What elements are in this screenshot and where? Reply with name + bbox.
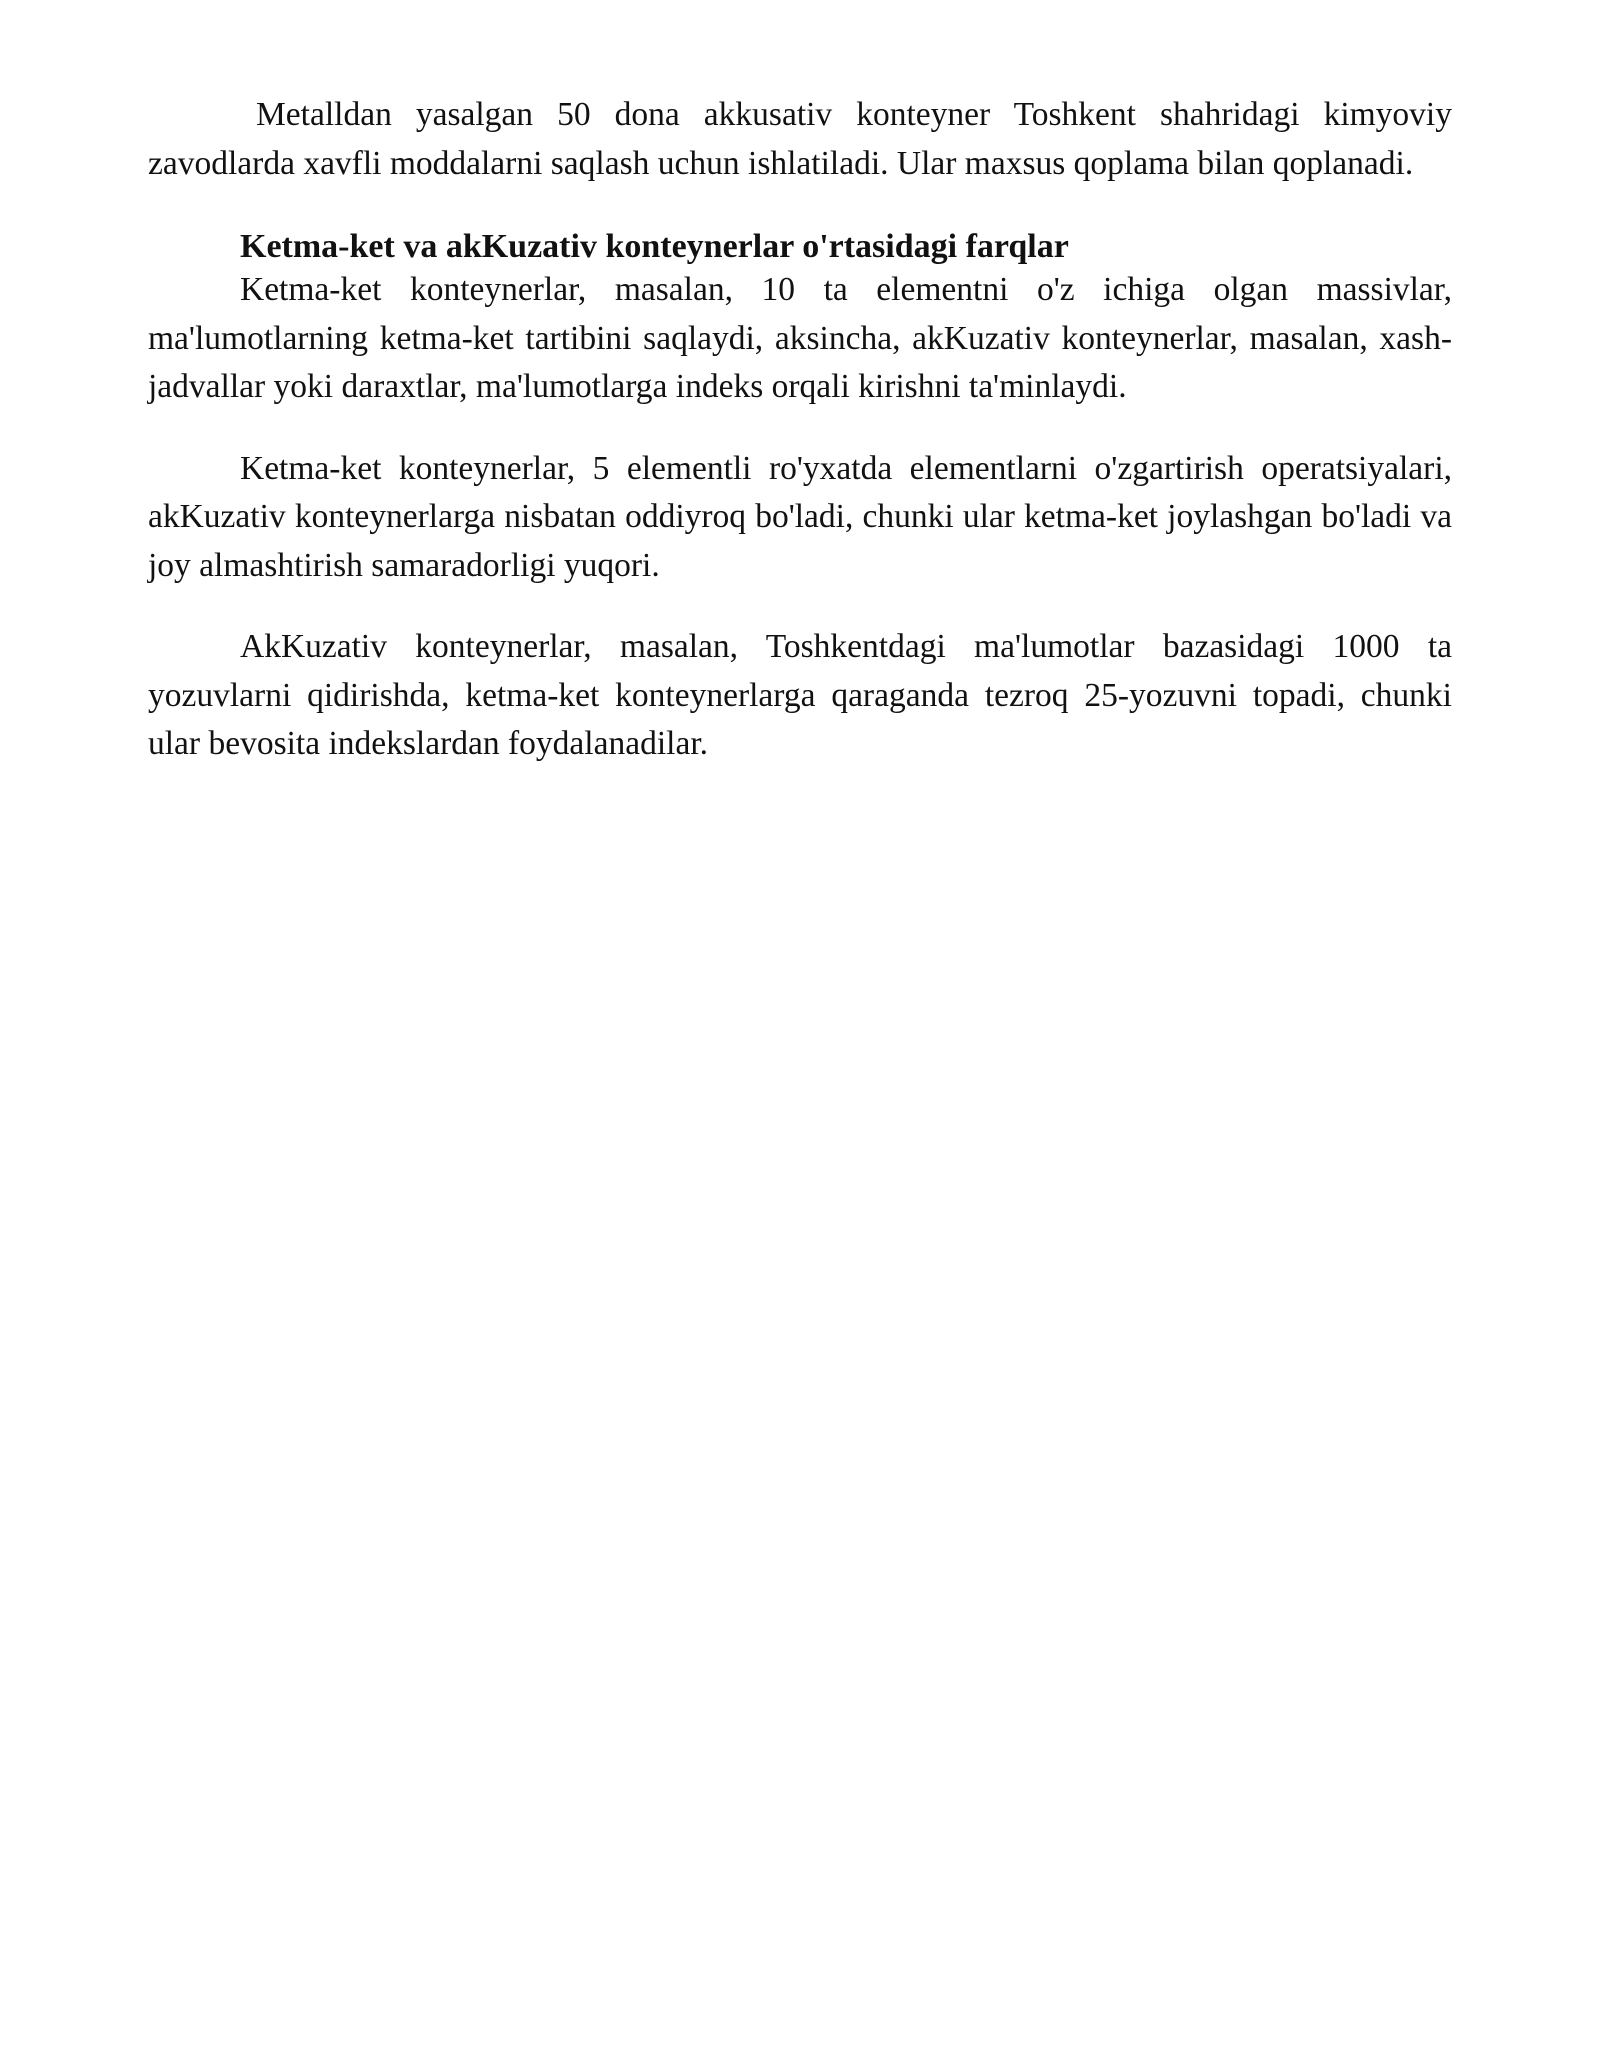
paragraph-search: AkKuzativ konteynerlar, masalan, Toshkentdagi ma'lumotlar bazasidagi 1000 ta yozuvlarni qidirishda, ketma-ket konteynerlarga qaraganda tezroq 25-yozuvni topadi, chunki ular bevosita indekslardan foydalanadilar. xyxy=(148,628,1452,762)
paragraph-intro: Metalldan yasalgan 50 dona akkusativ konteyner Toshkent shahridagi kimyoviy zavodlarda xavfli moddalarni saqlash uchun ishlatiladi. Ular maxsus qoplama bilan qoplanadi. xyxy=(148,96,1452,182)
paragraph-operations: Ketma-ket konteynerlar, 5 elementli ro'yxatda elementlarni o'zgartirish operatsiyalari, akKuzativ konteynerlarga nisbatan oddiyroq bo'ladi, chunki ular ketma-ket joylashgan bo'ladi va joy almashtirish samaradorligi yuqori. xyxy=(148,449,1452,584)
section-heading: Ketma-ket va akKuzativ konteynerlar o'rtasidagi farqlar xyxy=(240,228,1069,265)
paragraph-differences: Ketma-ket konteynerlar, masalan, 10 ta elementni o'z ichiga olgan massivlar, ma'lumotlarning ketma-ket tartibini saqlaydi, aksincha, akKuzativ konteynerlar, masalan, xash-jadvallar yoki daraxtlar, ma'lumotlarga indeks orqali kirishni ta'minlaydi. xyxy=(148,271,1452,405)
